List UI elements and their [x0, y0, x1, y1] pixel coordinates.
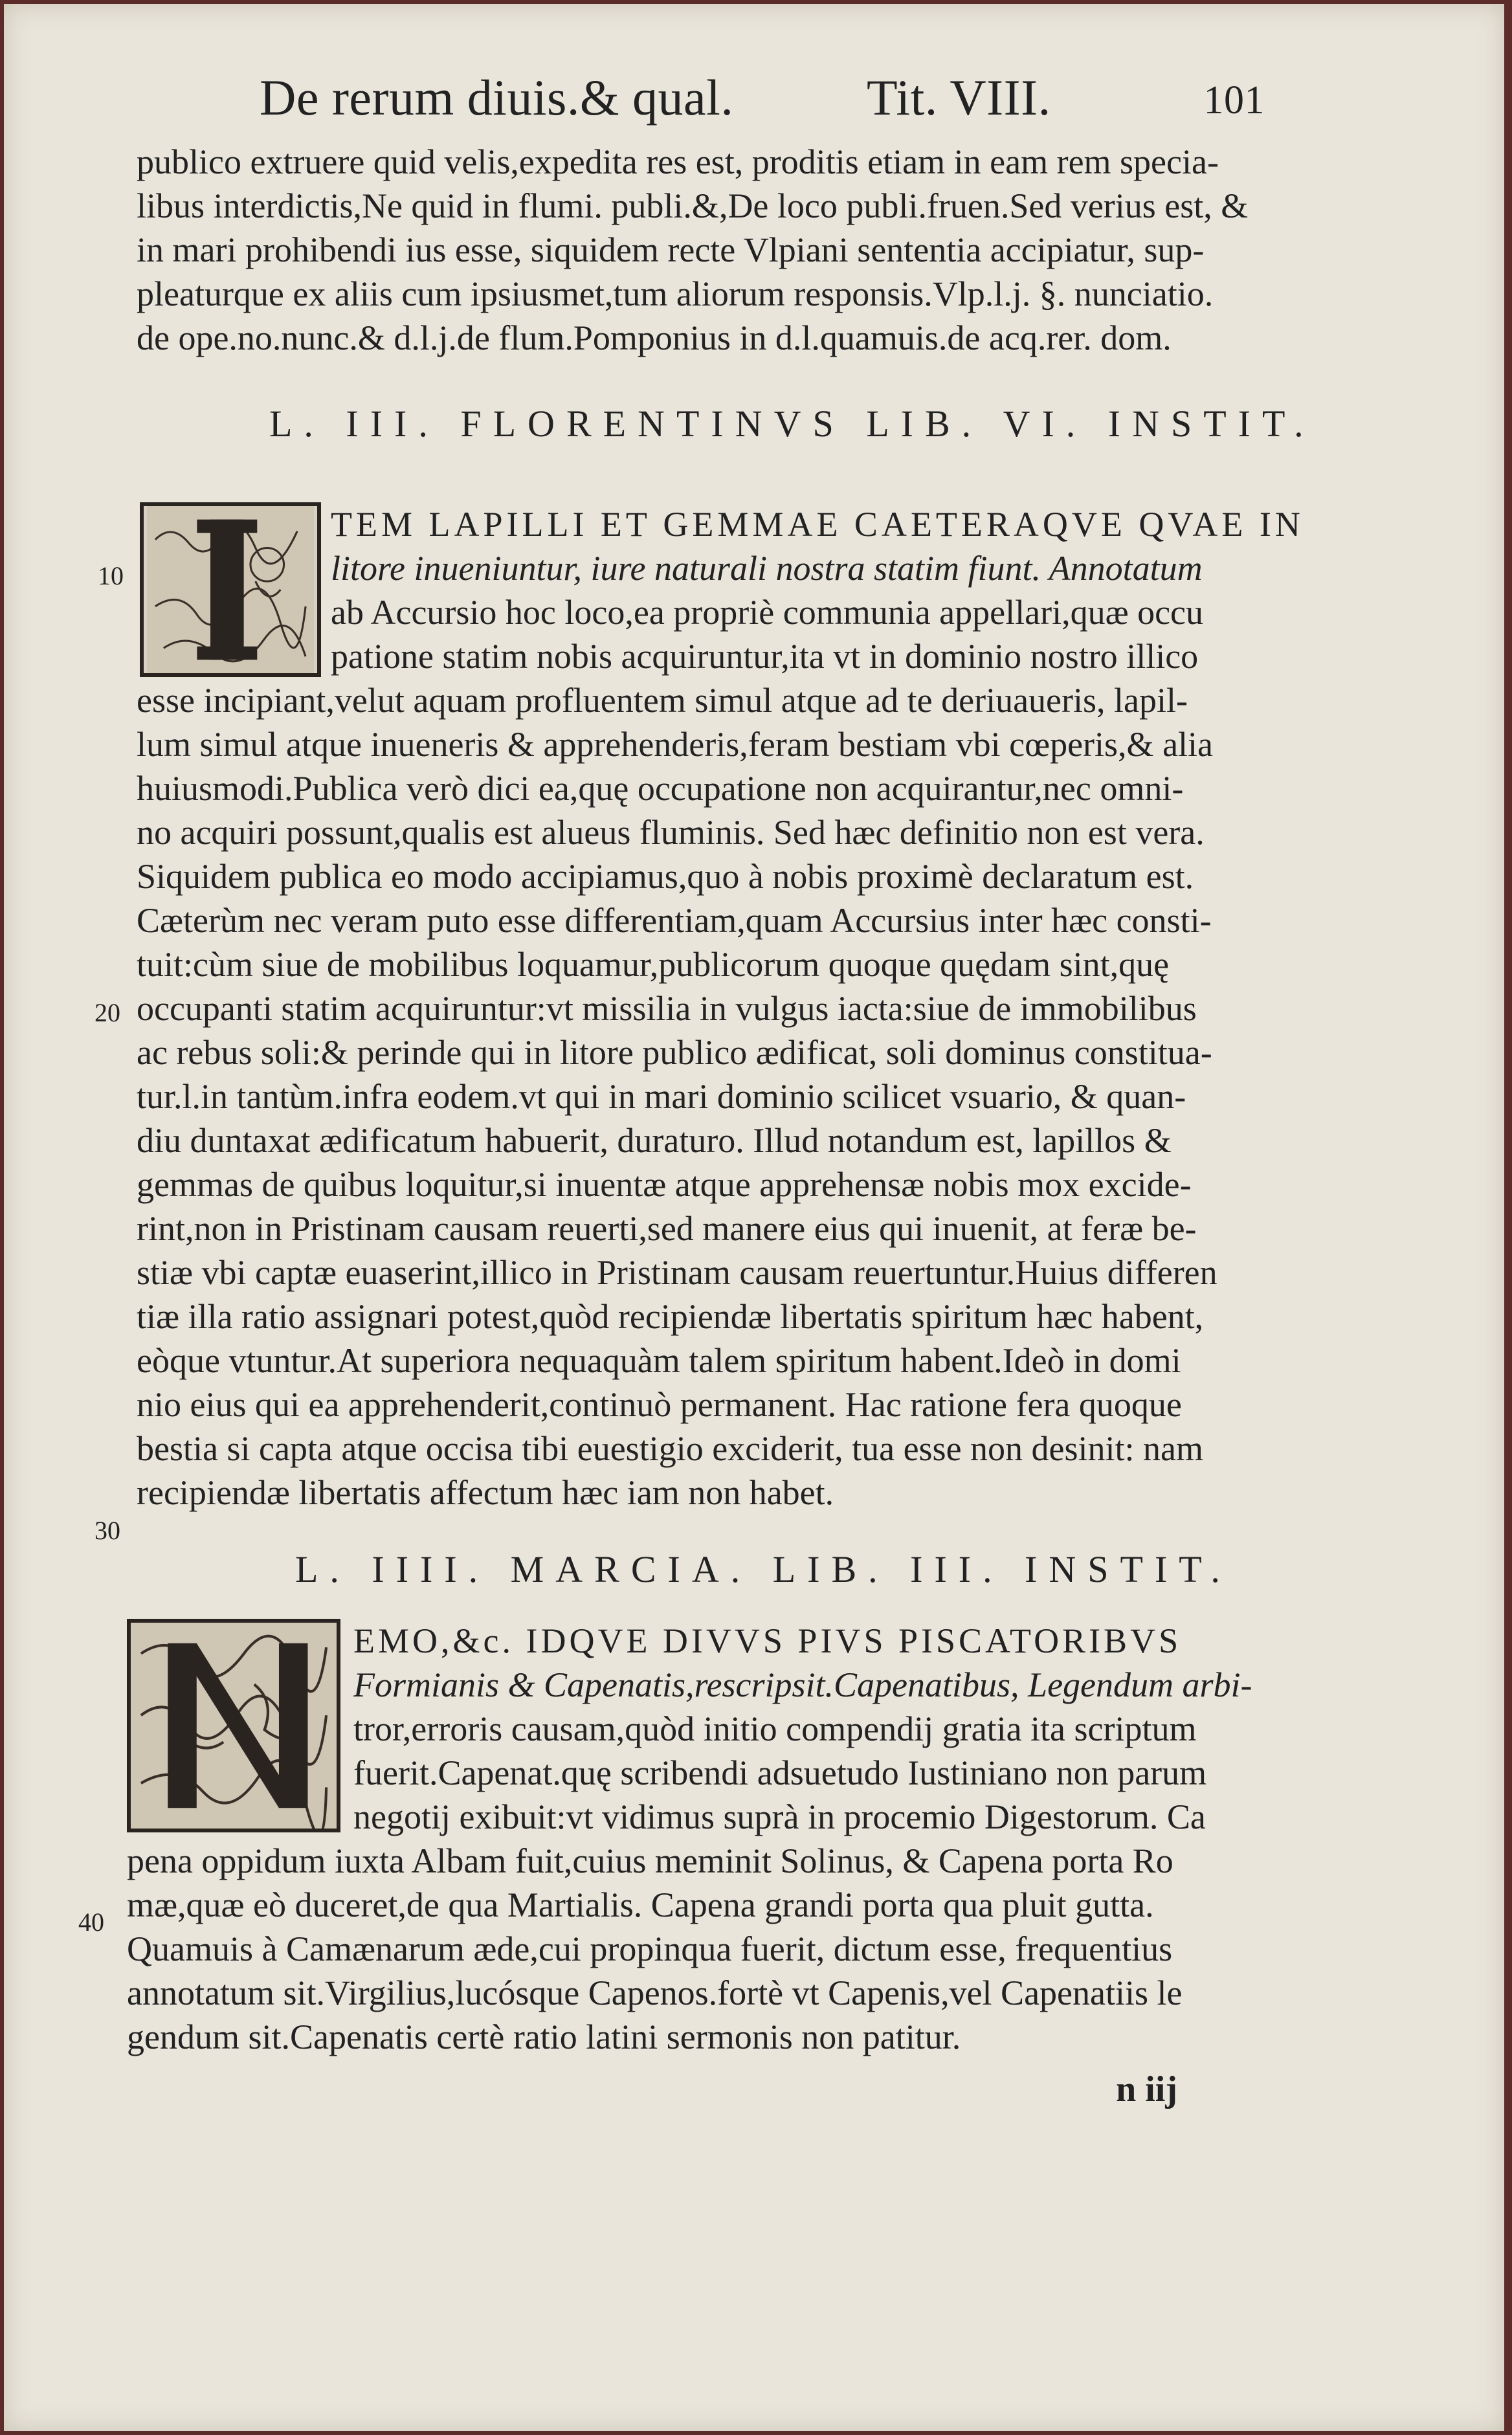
text-line: publico extruere quid velis,expedita res est, proditis etiam in eam rem specia- [137, 142, 1219, 181]
text-line: pleaturque ex aliis cum ipsiusmet,tum aliorum responsis.Vlp.l.j. §. nunciatio. [137, 274, 1214, 313]
text-line: in mari prohibendi ius esse, siquidem recte Vlpiani sententia accipiatur, sup- [137, 230, 1205, 269]
text-line: no acquiri possunt,qualis est alueus fluminis. Sed hæc definitio non est vera. [137, 813, 1205, 852]
woodcut-n-icon [131, 1623, 337, 1829]
text-line: EMO,&c. IDQVE DIVVS PIVS PISCATORIBVS [353, 1621, 1182, 1660]
text-line: lum simul atque inueneris & apprehenderis,feram bestiam vbi cœperis,& alia [137, 725, 1214, 764]
text-line: pena oppidum iuxta Albam fuit,cuius meminit Solinus, & Capena porta Ro [127, 1841, 1173, 1880]
text-line: recipiendæ libertatis affectum hæc iam non habet. [137, 1473, 834, 1512]
section-heading-law-3: L. III. FLORENTINVS LIB. VI. INSTIT. [269, 403, 1315, 445]
text-line: nio eius qui ea apprehenderit,continuò permanent. Hac ratione fera quoque [137, 1385, 1182, 1424]
decorated-initial-n [127, 1619, 340, 1832]
paragraph-2-intro [331, 502, 1304, 678]
margin-line-number: 10 [98, 561, 124, 590]
text-line: patione statim nobis acquiruntur,ita vt in dominio nostro illico [331, 637, 1199, 676]
woodcut-i-icon [144, 506, 317, 673]
text-line: annotatum sit.Virgilius,lucósque Capenos.fortè vt Capenis,vel Capenatiis le [127, 1974, 1183, 2012]
text-line: stiæ vbi captæ euaserint,illico in Pristinam causam reuertuntur.Huius differen [137, 1253, 1217, 1292]
text-line: gemmas de quibus loquitur,si inuentæ atque apprehensæ nobis mox excide- [137, 1165, 1192, 1204]
book-page [4, 4, 1504, 2431]
text-line: negotij exibuit:vt vidimus suprà in procemio Digestorum. Ca [353, 1797, 1206, 1836]
text-line: de ope.no.nunc.& d.l.j.de flum.Pomponius in d.l.quamuis.de acq.rer. dom. [137, 318, 1172, 357]
text-line: tur.l.in tantùm.infra eodem.vt qui in mari dominio scilicet vsuario, & quan- [137, 1077, 1186, 1116]
text-line: TEM LAPILLI ET GEMMAE CAETERAQVE QVAE IN [331, 505, 1304, 544]
text-line: rint,non in Pristinam causam reuerti,sed manere eius qui inuenit, at feræ be- [137, 1209, 1197, 1248]
text-line: bestia si capta atque occisa tibi euestigio exciderit, tua esse non desinit: nam [137, 1429, 1204, 1468]
margin-line-number: 40 [78, 1907, 104, 1937]
text-line: Cæterùm nec veram puto esse differentiam,quam Accursius inter hæc consti- [137, 901, 1212, 940]
paragraph-3-intro [353, 1619, 1273, 1839]
text-line: tuit:cùm siue de mobilibus loquamur,publicorum quoque quędam sint,quę [137, 945, 1170, 984]
text-line: huiusmodi.Publica verò dici ea,quę occupatione non acquirantur,nec omni- [137, 769, 1184, 808]
text-line: Formianis & Capenatis,rescripsit.Capenatibus, Legendum arbi- [353, 1665, 1252, 1704]
text-line: libus interdictis,Ne quid in flumi. publi.&,De loco publi.fruen.Sed verius est, & [137, 186, 1249, 225]
text-line: ab Accursio hoc loco,ea propriè communia appellari,quæ occu [331, 593, 1204, 632]
header-title: De rerum diuis.& qual. [260, 69, 734, 126]
margin-line-number: 20 [94, 998, 120, 1027]
text-line: tror,erroris causam,quòd initio compendij gratia ita scriptum [353, 1709, 1197, 1748]
text-line: gendum sit.Capenatis certè ratio latini sermonis non patitur. [127, 2018, 961, 2056]
text-line: ac rebus soli:& perinde qui in litore publico ædificat, soli dominus constitua- [137, 1033, 1212, 1072]
decorated-initial-i [140, 502, 321, 677]
running-header [260, 69, 1265, 133]
page-number: 101 [1203, 78, 1265, 122]
text-line: Quamuis à Camænarum æde,cui propinqua fuerit, dictum esse, frequentius [127, 1929, 1173, 1968]
margin-line-number: 30 [94, 1516, 120, 1545]
text-line: eòque vtuntur.At superiora nequaquàm talem spiritum habent.Ideò in domi [137, 1341, 1181, 1380]
text-line: fuerit.Capenat.quę scribendi adsuetudo Iustiniano non parum [353, 1753, 1207, 1792]
signature-mark: n iij [1116, 2069, 1177, 2109]
paragraph-1 [137, 140, 1273, 360]
header-title-number: Tit. VIII. [867, 69, 1051, 126]
text-line: Siquidem publica eo modo accipiamus,quo à nobis proximè declaratum est. [137, 857, 1194, 896]
text-line: mæ,quæ eò duceret,de qua Martialis. Capena grandi porta qua pluit gutta. [127, 1885, 1154, 1924]
paragraph-2 [137, 678, 1273, 1515]
text-line: esse incipiant,velut aquam profluentem simul atque ad te deriuaueris, lapil- [137, 681, 1188, 720]
text-line: occupanti statim acquiruntur:vt missilia in vulgus iacta:siue de immobilibus [137, 989, 1197, 1028]
text-line: diu duntaxat ædificatum habuerit, duraturo. Illud notandum est, lapillos & [137, 1121, 1172, 1160]
section-heading-law-4: L. IIII. MARCIA. LIB. III. INSTIT. [295, 1548, 1232, 1590]
text-line: litore inueniuntur, iure naturali nostra statim fiunt. Annotatum [331, 549, 1203, 588]
text-line: tiæ illa ratio assignari potest,quòd recipiendæ libertatis spiritum hæc habent, [137, 1297, 1204, 1336]
paragraph-3 [127, 1839, 1273, 2059]
